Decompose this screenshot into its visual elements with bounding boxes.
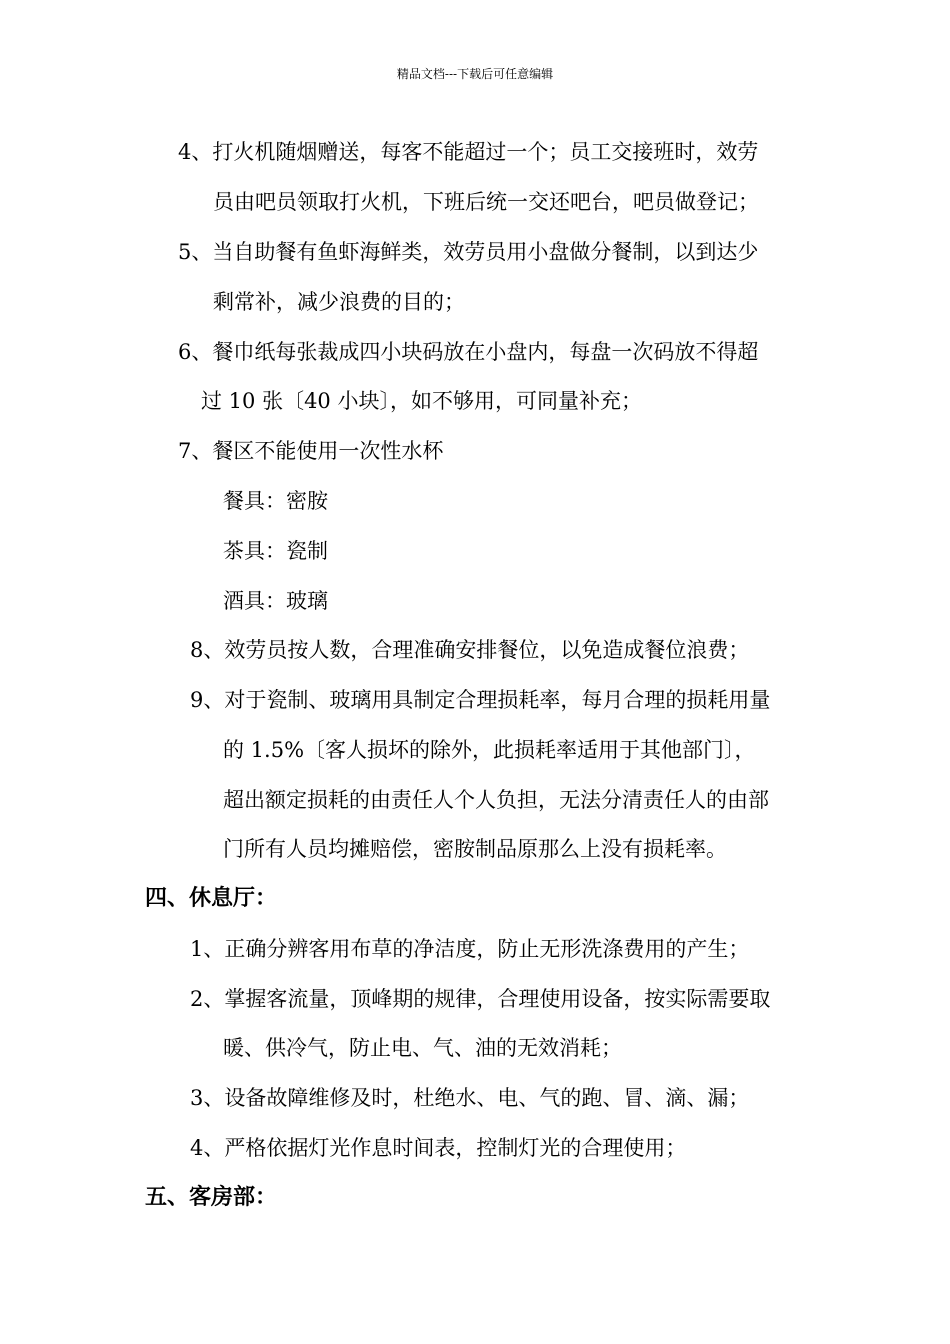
item-4-line-2: 员由吧员领取打火机，下班后统一交还吧台，吧员做登记； [213, 190, 759, 214]
item-8: 8、效劳员按人数，合理准确安排餐位，以免造成餐位浪费； [190, 638, 750, 662]
item-9-line-1: 9、对于瓷制、玻璃用具制定合理损耗率，每月合理的损耗用量 [190, 688, 771, 712]
item-9-line-2: 的 1.5%〔客人损坏的除外，此损耗率适用于其他部门〕， [223, 738, 756, 762]
section-5-heading: 五、客房部： [145, 1185, 278, 1210]
item-6-line-1: 6、餐巾纸每张裁成四小块码放在小盘内，每盘一次码放不得超 [178, 340, 759, 364]
item-4-line-1: 4、打火机随烟赠送，每客不能超过一个；员工交接班时，效劳 [178, 140, 759, 164]
item-7: 7、餐区不能使用一次性水杯 [178, 439, 444, 463]
lounge-item-1: 1、正确分辨客用布草的净洁度，防止无形洗涤费用的产生； [190, 937, 750, 961]
item-9-line-4: 门所有人员均摊赔偿，密胺制品原那么上没有损耗率。 [223, 837, 727, 861]
tableware-line: 餐具：密胺 [223, 489, 328, 513]
teaware-line: 茶具：瓷制 [223, 539, 328, 563]
lounge-item-3: 3、设备故障维修及时，杜绝水、电、气的跑、冒、滴、漏； [190, 1086, 750, 1110]
lounge-item-4: 4、严格依据灯光作息时间表，控制灯光的合理使用； [190, 1136, 687, 1160]
lounge-item-2-line-2: 暖、供冷气，防止电、气、油的无效消耗； [223, 1036, 622, 1060]
page-header: 精品文档---下载后可任意编辑 [396, 67, 554, 81]
lounge-item-2-line-1: 2、掌握客流量，顶峰期的规律，合理使用设备，按实际需要取 [190, 987, 771, 1011]
item-9-line-3: 超出额定损耗的由责任人个人负担，无法分清责任人的由部 [223, 788, 769, 812]
item-6-line-2: 过 10 张〔40 小块〕，如不够用，可同量补充； [201, 389, 642, 413]
section-4-heading: 四、休息厅： [145, 886, 278, 911]
item-5-line-2: 剩常补，减少浪费的目的； [213, 290, 465, 314]
item-5-line-1: 5、当自助餐有鱼虾海鲜类，效劳员用小盘做分餐制，以到达少 [178, 240, 759, 264]
wineware-line: 酒具：玻璃 [223, 589, 328, 613]
